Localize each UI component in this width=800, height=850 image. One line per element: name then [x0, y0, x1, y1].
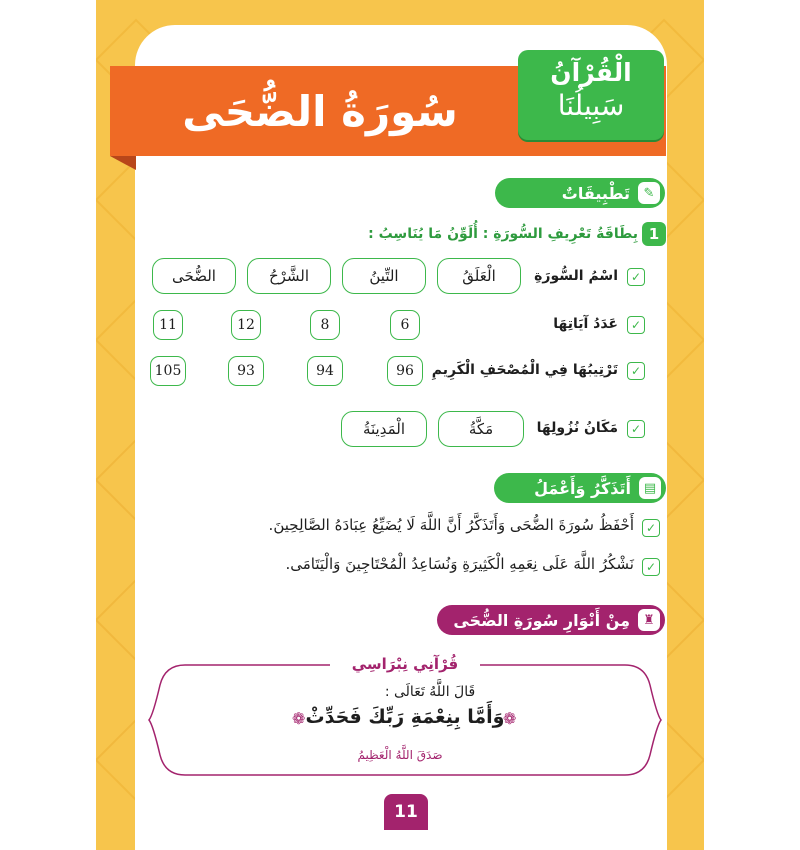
brand-box [518, 50, 664, 140]
lights-heading [437, 605, 665, 635]
option-alaq[interactable]: الْعَلَقُ [437, 258, 521, 294]
pencil-icon: ✎ [638, 182, 660, 204]
quote-intro: قَالَ اللَّهُ تَعَالَى : [384, 684, 476, 700]
checkbox-remember-1[interactable]: ✓ [642, 519, 660, 537]
option-duha[interactable]: الضُّحَى [152, 258, 236, 294]
option-105[interactable]: 105 [150, 356, 186, 386]
option-8[interactable]: 8 [310, 310, 340, 340]
checkbox-row-4[interactable]: ✓ [627, 420, 645, 438]
quote-verse: وَأَمَّا بِنِعْمَةِ رَبِّكَ فَحَدِّثْ [305, 706, 505, 728]
option-96[interactable]: 96 [387, 356, 423, 386]
row-label-order: تَرْتِيبُهَا فِي الْمُصْحَفِ الْكَرِيمِ [431, 362, 618, 378]
option-makkah[interactable]: مَكَّةُ [438, 411, 524, 447]
option-tin[interactable]: التِّينُ [342, 258, 426, 294]
remember-heading-text: أَتَذَكَّرُ وَأَعْمَلُ [534, 478, 631, 498]
checkbox-row-3[interactable]: ✓ [627, 362, 645, 380]
option-11[interactable]: 11 [153, 310, 183, 340]
option-madinah[interactable]: الْمَدِينَةُ [341, 411, 427, 447]
option-94[interactable]: 94 [307, 356, 343, 386]
remember-item-1: أَحْفَظُ سُورَةَ الضُّحَى وَأَتَذَكَّرُ أَنَّ اللَّهَ لَا يُضَيِّعُ عِبَادَهُ الصَّالِحِينَ. [268, 516, 634, 534]
checkbox-row-1[interactable]: ✓ [627, 268, 645, 286]
open-book-icon: ▤ [639, 477, 661, 499]
remember-heading [494, 473, 666, 503]
option-93[interactable]: 93 [228, 356, 264, 386]
quote-title: قُرْآنِي نِبْرَاسِي [330, 652, 480, 676]
applications-heading [495, 178, 665, 208]
option-sharh[interactable]: الشَّرْحُ [247, 258, 331, 294]
checkbox-row-2[interactable]: ✓ [627, 316, 645, 334]
question-text: بِطَاقَةُ تَعْرِيفِ السُّورَةِ : أُلَوِّنُ مَا يُنَاسِبُ : [368, 226, 638, 242]
lights-heading-text: مِنْ أَنْوَارِ سُورَةِ الضُّحَى [453, 610, 630, 630]
row-label-place: مَكَانُ نُزُولِهَا [536, 420, 618, 436]
brand-line-1: الْقُرْآنُ [550, 58, 632, 87]
lantern-icon: ♜ [638, 609, 660, 631]
checkbox-remember-2[interactable]: ✓ [642, 558, 660, 576]
quote-outro: صَدَقَ اللَّهُ الْعَظِيمُ [357, 748, 443, 762]
verse-ornament-left: ❁ [292, 709, 306, 728]
page-title: سُورَةُ الضُّحَى [182, 86, 458, 136]
applications-heading-text: تَطْبِيقَاتٌ [561, 183, 630, 203]
banner-fold [110, 156, 136, 170]
question-number: 1 [642, 222, 666, 246]
option-6[interactable]: 6 [390, 310, 420, 340]
row-label-verses: عَدَدُ آيَاتِهَا [553, 316, 618, 332]
verse-ornament-right: ❁ [503, 709, 517, 728]
option-12[interactable]: 12 [231, 310, 261, 340]
brand-line-2: سَبِيلُنَا [557, 89, 625, 122]
remember-item-2: نَشْكُرُ اللَّهَ عَلَى نِعَمِهِ الْكَثِيرَةِ وَنُسَاعِدُ الْمُحْتَاجِينَ وَالْيَتَامَى. [285, 555, 634, 573]
row-label-name: اسْمُ السُّورَةِ [534, 268, 618, 284]
page-number: 11 [384, 794, 428, 830]
